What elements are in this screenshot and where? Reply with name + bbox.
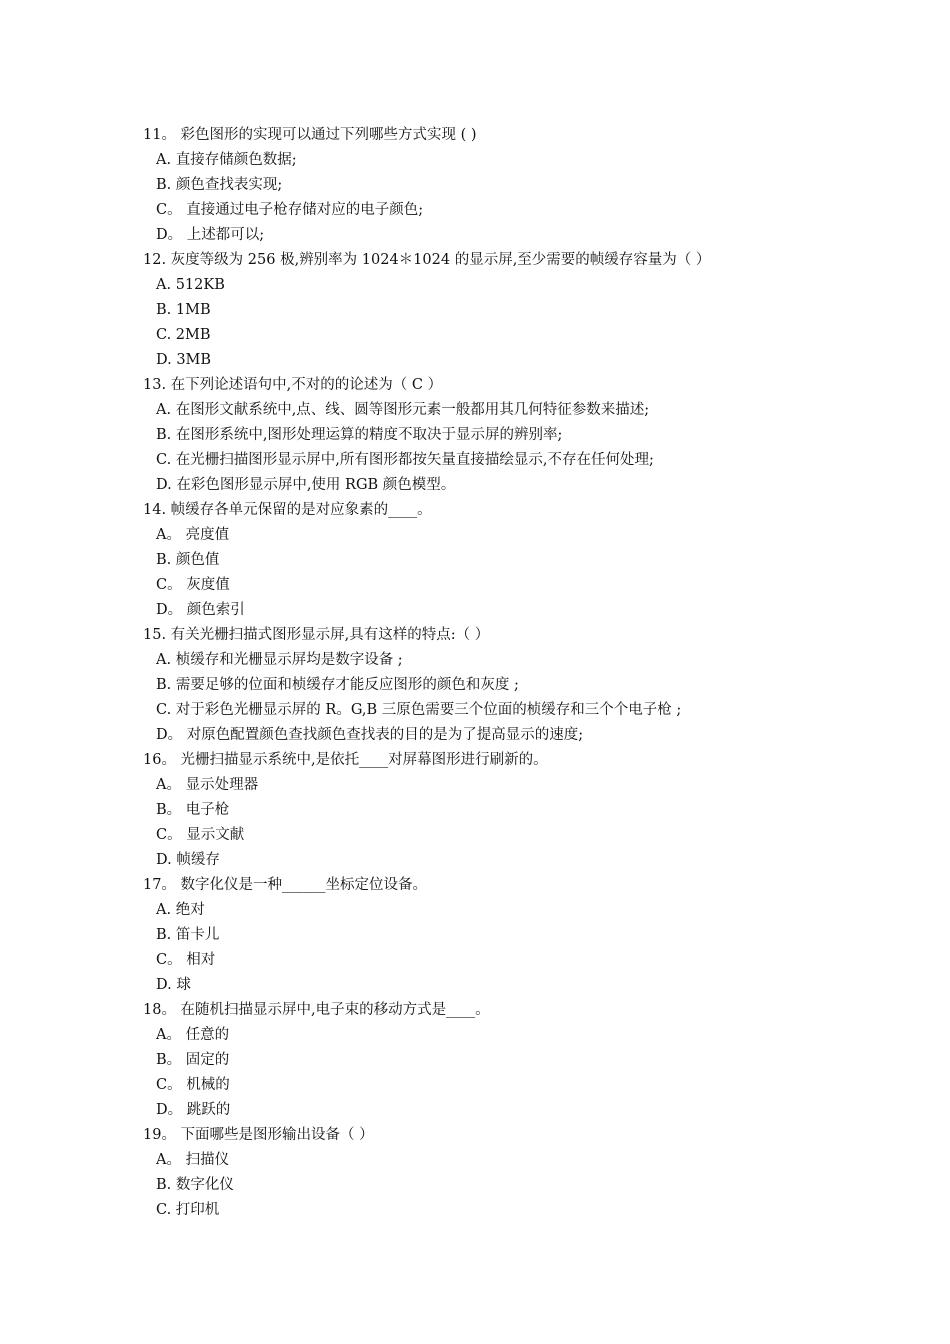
option-15-b: B. 需要足够的位面和桢缓存才能反应图形的颜色和灰度 ; [156, 677, 519, 693]
option-17-a: A. 绝对 [156, 902, 205, 918]
option-12-a: A. 512KB [156, 277, 225, 293]
question-12: 12. 灰度等级为 256 极,辨别率为 1024＊1024 的显示屏,至少需要的帧缓存容量为（ ） [143, 252, 711, 268]
option-14-d: D。 颜色索引 [156, 602, 245, 618]
option-18-a: A。 任意的 [156, 1027, 230, 1043]
option-12-b: B. 1MB [156, 302, 211, 318]
option-11-c: C。 直接通过电子枪存储对应的电子颜色; [156, 202, 424, 218]
option-16-a: A。 显示处理器 [156, 777, 259, 793]
option-13-d: D. 在彩色图形显示屏中,使用 RGB 颜色模型。 [156, 477, 456, 493]
option-11-d: D。 上述都可以; [156, 227, 265, 243]
question-18: 18。 在随机扫描显示屏中,电子束的移动方式是____。 [143, 1002, 490, 1018]
question-list [143, 123, 823, 1223]
option-19-c: C. 打印机 [156, 1202, 220, 1218]
option-19-a: A。 扫描仪 [156, 1152, 230, 1168]
option-15-d: D。 对原色配置颜色查找颜色查找表的目的是为了提高显示的速度; [156, 727, 584, 743]
option-17-c: C。 相对 [156, 952, 216, 968]
option-18-c: C。 机械的 [156, 1077, 230, 1093]
option-16-d: D. 帧缓存 [156, 852, 220, 868]
question-14: 14. 帧缓存各单元保留的是对应象素的____。 [143, 502, 432, 518]
option-15-c: C. 对于彩色光栅显示屏的 R。G,B 三原色需要三个位面的桢缓存和三个个电子枪 ; [156, 702, 682, 718]
option-11-b: B. 颜色查找表实现; [156, 177, 283, 193]
option-17-b: B. 笛卡儿 [156, 927, 220, 943]
option-12-c: C. 2MB [156, 327, 211, 343]
option-16-b: B。 电子枪 [156, 802, 230, 818]
question-11: 11。 彩色图形的实现可以通过下列哪些方式实现 ( ) [143, 127, 477, 143]
question-17: 17。 数字化仪是一种______坐标定位设备。 [143, 877, 428, 893]
option-14-b: B. 颜色值 [156, 552, 220, 568]
option-19-b: B. 数字化仪 [156, 1177, 234, 1193]
option-12-d: D. 3MB [156, 352, 212, 368]
option-13-b: B. 在图形系统中,图形处理运算的精度不取决于显示屏的辨别率; [156, 427, 563, 443]
question-19: 19。 下面哪些是图形输出设备（ ） [143, 1127, 374, 1143]
option-14-a: A。 亮度值 [156, 527, 230, 543]
option-11-a: A. 直接存储颜色数据; [156, 152, 297, 168]
option-18-d: D。 跳跃的 [156, 1102, 231, 1118]
option-15-a: A. 桢缓存和光栅显示屏均是数字设备 ; [156, 652, 403, 668]
option-13-c: C. 在光栅扫描图形显示屏中,所有图形都按矢量直接描绘显示,不存在任何处理; [156, 452, 654, 468]
option-18-b: B。 固定的 [156, 1052, 230, 1068]
question-13: 13. 在下列论述语句中,不对的的论述为（ C ） [143, 377, 443, 393]
question-15: 15. 有关光栅扫描式图形显示屏,具有这样的特点:（ ） [143, 627, 490, 643]
option-13-a: A. 在图形文献系统中,点、线、圆等图形元素一般都用其几何特征参数来描述; [156, 402, 650, 418]
option-17-d: D. 球 [156, 977, 191, 993]
question-16: 16。 光栅扫描显示系统中,是依托____对屏幕图形进行刷新的。 [143, 752, 548, 768]
option-16-c: C。 显示文献 [156, 827, 245, 843]
option-14-c: C。 灰度值 [156, 577, 230, 593]
